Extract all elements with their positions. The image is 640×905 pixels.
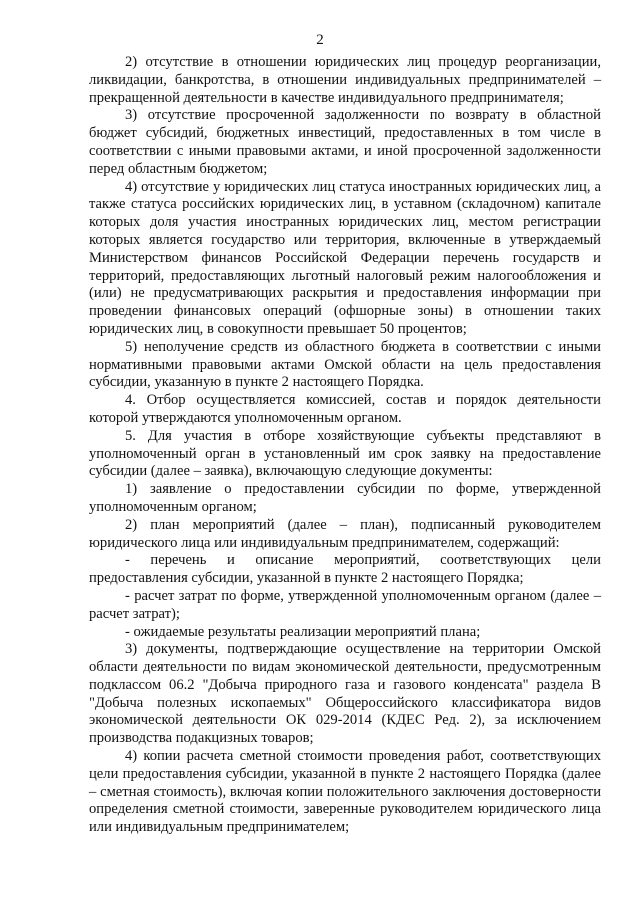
paragraph-plan-bullet-2: - расчет затрат по форме, утвержденной уполномоченным органом (далее – расчет затрат);	[89, 587, 601, 622]
paragraph-item-3: 3) отсутствие просроченной задолженности по возврату в областной бюджет субсидий, бюджетных инвестиций, предоставленных в том числе в соответствии с иными правовыми актами, и иной просроченной задолженности перед областным бюджетом;	[89, 107, 601, 177]
paragraph-item-2: 2) отсутствие в отношении юридических лиц процедур реорганизации, ликвидации, банкротства, в отношении индивидуальных предпринимателей – прекращенной деятельности в качестве индивидуального предпринимателя;	[89, 54, 601, 106]
paragraph-item-4: 4) отсутствие у юридических лиц статуса иностранных юридических лиц, а также статуса российских юридических лиц, в уставном (складочном) капитале которых доля участия иностранных юридических лиц, местом регистрации которых является государство или территория, включенные в утверждаемый Министерством финансов Российской Федерации перечень государств и территорий, предоставляющих льготный налоговый режим налогообложения и (или) не предусматривающих раскрытия и предоставления информации при проведении финансовых операций (офшорные зоны) в отношении таких юридических лиц, в совокупности превышает 50 процентов;	[89, 178, 601, 337]
paragraph-clause-4: 4. Отбор осуществляется комиссией, состав и порядок деятельности которой утверждаются уполномоченным органом.	[89, 392, 601, 426]
paragraph-doc-1: 1) заявление о предоставлении субсидии по форме, утвержденной уполномоченным органом;	[89, 481, 601, 515]
paragraph-doc-3: 3) документы, подтверждающие осуществление на территории Омской области деятельности по видам экономической деятельности, предусмотренным подклассом 06.2 "Добыча природного газа и газового конденсата" раздела В "Добыча полезных ископаемых" Общероссийского классификатора видов экономической деятельности ОК 029-2014 (КДЕС Ред. 2), за исключением производства подакцизных товаров;	[89, 641, 601, 747]
paragraph-clause-5: 5. Для участия в отборе хозяйствующие субъекты представляют в уполномоченный орган в установленный им срок заявку на предоставление субсидии (далее – заявка), включающую следующие документы:	[89, 427, 601, 480]
paragraph-plan-bullet-3: - ожидаемые результаты реализации мероприятий плана;	[125, 623, 481, 640]
paragraph-item-5: 5) неполучение средств из областного бюджета в соответствии с иными нормативными правовыми актами Омской области на цель предоставления субсидии, указанную в пункте 2 настоящего Порядка.	[89, 338, 601, 391]
page-number: 2	[316, 32, 324, 48]
paragraph-plan-bullet-1: - перечень и описание мероприятий, соответствующих цели предоставления субсидии, указанной в пункте 2 настоящего Порядка;	[89, 552, 601, 587]
paragraph-doc-2: 2) план мероприятий (далее – план), подписанный руководителем юридического лица или индивидуальным предпринимателем, содержащий:	[89, 516, 601, 551]
document-body	[89, 54, 601, 837]
paragraph-doc-4: 4) копии расчета сметной стоимости проведения работ, соответствующих цели предоставления субсидии, указанной в пункте 2 настоящего Порядка (далее – сметная стоимость), включая копии положительного заключения достоверности определения сметной стоимости, заверенные руководителем юридического лица или индивидуальным предпринимателем;	[89, 748, 601, 836]
